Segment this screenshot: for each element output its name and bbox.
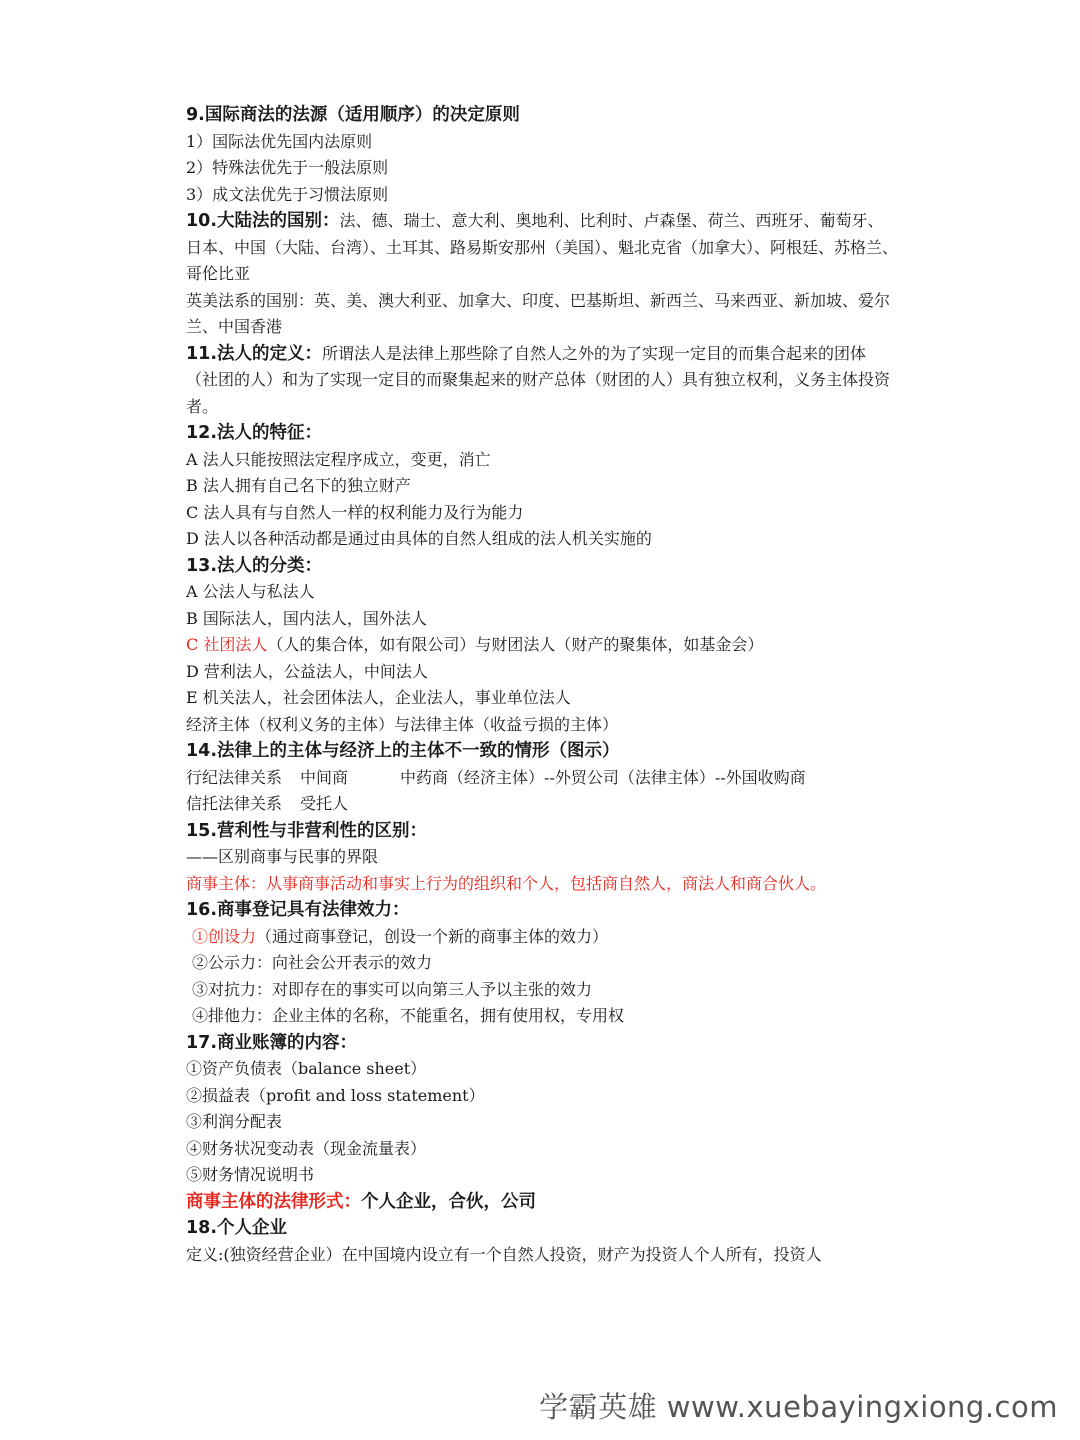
s13-note: 经济主体（权利义务的主体）与法律主体（收益亏损的主体） <box>186 714 619 734</box>
legal-forms-label: 商事主体的法律形式： <box>186 1191 361 1212</box>
s13-item-c-highlight: C 社团法人 <box>186 635 268 654</box>
legal-forms-text: 个人企业，合伙，公司 <box>361 1191 536 1212</box>
s17-item-5: ⑤财务情况说明书 <box>186 1165 315 1184</box>
section-13-title: 13.法人的分类： <box>186 555 323 576</box>
s9-item-1: 1）国际法优先国内法原则 <box>186 131 373 151</box>
s13-item-c <box>186 632 898 659</box>
section-10-label: 大陆法的国别： <box>217 211 340 231</box>
s17-item-3: ③利润分配表 <box>186 1112 283 1131</box>
s12-item-b: B 法人拥有自己名下的独立财产 <box>186 476 411 495</box>
s14-row-1-example: 中药商（经济主体）--外贸公司（法律主体）--外国收购商 <box>400 767 806 787</box>
section-10 <box>186 208 898 288</box>
s12-item-a: A 法人只能按照法定程序成立，变更，消亡 <box>186 449 491 469</box>
s16-item-1-rest: （通过商事登记，创设一个新的商事主体的效力） <box>256 926 609 946</box>
s18-definition: 定义:(独资经营企业）在中国境内设立有一个自然人投资，财产为投资人个人所有，投资人 <box>186 1244 822 1264</box>
s15-line-2: 商事主体：从事商事活动和事实上行为的组织和个人，包括商自然人，商法人和商合伙人。 <box>186 873 827 893</box>
section-11-text: 所谓法人是法律上那些除了自然人之外的为了实现一定目的而集合起来的团体（社团的人）和为了实现一定目的而聚集起来的财产总体（财团的人）具有独立权利，义务主体投资者。 <box>186 343 891 416</box>
section-11-label: 法人的定义： <box>217 343 323 364</box>
s16-item-1 <box>186 924 898 951</box>
s12-item-d: D 法人以各种活动都是通过由具体的自然人组成的法人机关实施的 <box>186 529 652 548</box>
s9-item-3: 3）成文法优先于习惯法原则 <box>186 184 389 204</box>
s15-line-1: ——区别商事与民事的界限 <box>186 847 379 866</box>
s17-item-2: ②损益表（profit and loss statement） <box>186 1085 485 1105</box>
s13-item-c-rest: （人的集合体，如有限公司）与财团法人（财产的聚集体，如基金会） <box>267 635 764 654</box>
s16-item-3: ③对抗力：对即存在的事实可以向第三人予以主张的效力 <box>192 979 593 999</box>
section-10-title <box>186 211 340 231</box>
section-10-text: 法、德、瑞士、意大利、奥地利、比利时、卢森堡、荷兰、西班牙、葡萄牙、日本、中国（大陆、台湾）、土耳其、路易斯安那州（美国）、魁北克省（加拿大）、阿根廷、苏格兰、哥伦比亚 <box>186 211 899 283</box>
s16-item-2: ②公示力：向社会公开表示的效力 <box>192 953 433 972</box>
section-14-title: 14.法律上的主体与经济上的主体不一致的情形（图示） <box>186 741 620 761</box>
s13-item-b: B 国际法人，国内法人，国外法人 <box>186 608 427 628</box>
site-watermark: 学霸英雄 www.xuebayingxiong.com <box>539 1390 1058 1424</box>
s13-item-e: E 机关法人，社会团体法人，企业法人，事业单位法人 <box>186 688 571 707</box>
s14-row-1 <box>186 765 898 792</box>
document-page <box>186 102 898 1268</box>
section-12-title: 12.法人的特征： <box>186 423 323 443</box>
s13-item-d: D 营利法人，公益法人，中间法人 <box>186 661 428 681</box>
section-18-title: 18.个人企业 <box>186 1218 288 1238</box>
s14-row-1-relation: 行纪法律关系 <box>186 767 283 787</box>
s17-item-1: ①资产负债表（balance sheet） <box>186 1059 427 1078</box>
legal-forms-heading <box>186 1189 898 1216</box>
s12-item-c: C 法人具有与自然人一样的权利能力及行为能力 <box>186 502 524 522</box>
s14-row-2-relation: 信托法律关系 <box>186 794 283 813</box>
s9-item-2: 2）特殊法优先于一般法原则 <box>186 158 389 177</box>
s17-item-4: ④财务状况变动表（现金流量表） <box>186 1138 427 1158</box>
section-15-title: 15.营利性与非营利性的区别： <box>186 820 428 841</box>
section-17-title: 17.商业账簿的内容： <box>186 1032 358 1053</box>
section-11-title <box>186 344 322 364</box>
s16-item-4: ④排他力：企业主体的名称，不能重名，拥有使用权，专用权 <box>192 1006 625 1025</box>
section-10-number: 10. <box>186 211 218 231</box>
s14-row-2 <box>186 791 898 818</box>
section-11-number: 11. <box>186 343 218 364</box>
section-16-title: 16.商事登记具有法律效力： <box>186 900 410 920</box>
common-law-countries: 英美法系的国别：英、美、澳大利亚、加拿大、印度、巴基斯坦、新西兰、马来西亚、新加坡、爱尔兰、中国香港 <box>186 290 891 336</box>
s16-item-1-highlight: ①创设力 <box>192 926 257 946</box>
s14-row-1-party: 中间商 <box>300 767 349 787</box>
s14-row-2-party: 受托人 <box>300 794 349 813</box>
section-9-title: 9.国际商法的法源（适用顺序）的决定原则 <box>186 105 520 125</box>
s13-item-a: A 公法人与私法人 <box>186 582 315 601</box>
section-11 <box>186 341 898 421</box>
